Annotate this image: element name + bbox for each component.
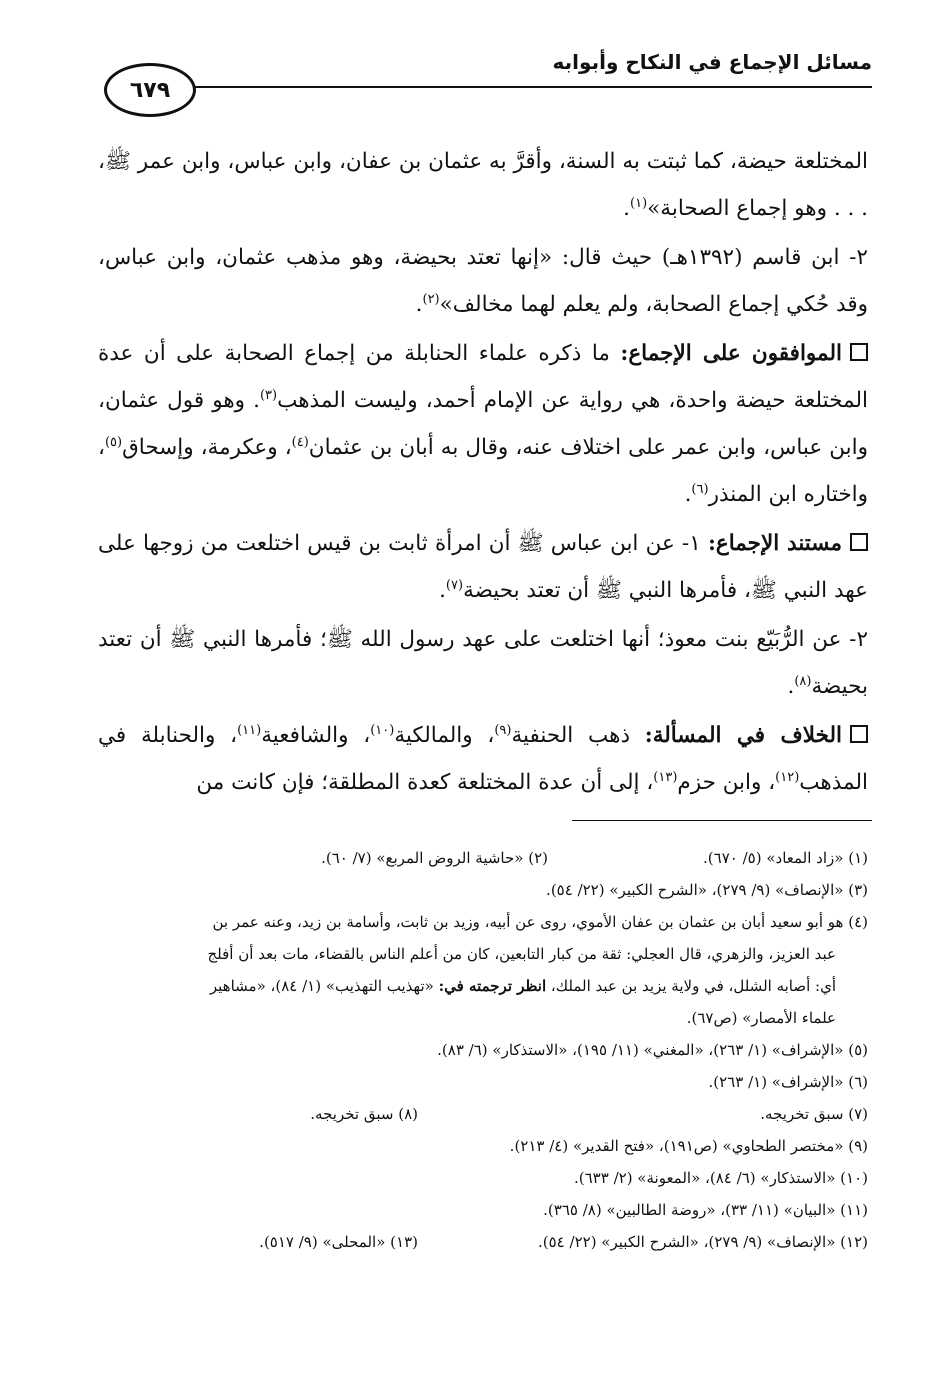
paragraph-basis: مستند الإجماع: ١- عن ابن عباس ﷺ أن امرأة ثابت بن قيس اختلعت من زوجها على عهد النبي ﷺ، فأمرها النبي ﷺ أن تعتد بحيضة$^{(٧)}$. [98,531,868,603]
footnote-ref[interactable]: (١٢) [775,769,800,785]
page-number: ٦٧٩ [104,63,196,117]
footnote-12: (١٢) «الإنصاف» (٩/ ٢٧٩)، «الشرح الكبير» (٢٢/ ٥٤). [537,1233,868,1251]
square-bullet-icon [850,533,868,551]
section-heading: مستند الإجماع: [707,531,842,556]
square-bullet-icon [850,725,868,743]
footnote-10: (١٠) «الاستذكار» (٦/ ٨٤)، «المعونة» (٢/ ٦٣٣). [574,1169,868,1187]
paragraph-basis-2: ٢- عن الرُّبَيّع بنت معوذ؛ أنها اختلعت على عهد رسول الله ﷺ؛ فأمرها النبي ﷺ أن تعتد بحيضة$^{(٨)}$. [98,627,868,699]
footnotes [96,842,868,1258]
footnote-8: (٨) سبق تخريجه. [310,1105,418,1123]
footnote-ref[interactable]: (٣) [259,387,278,403]
footnote-ref[interactable]: (٦) [691,481,709,497]
paragraph-1: المختلعة حيضة، كما ثبتت به السنة، وأقرَّ به عثمان بن عفان، وابن عباس، وابن عمر ﷺ، . . . وهو إجماع الصحابة»$^{(١)}$. [98,149,868,221]
footnote-9: (٩) «مختصر الطحاوي» (ص١٩١)، «فتح القدير» (٤/ ٢١٣). [509,1137,868,1155]
footnote-ref[interactable]: (١) [630,195,648,211]
header-rule [186,86,872,88]
footnote-4: (٤) هو أبو سعيد أبان بن عثمان بن عفان الأموي، روى عن أبيه، وزيد بن ثابت، وأسامة بن زيد، وعنه عمر بن عبد العزيز، والزهري، قال العجلي: ثقة من كبار التابعين، كان من أعلم الناس بالقضاء، مات بعد أن أفلج أي: أصابه الشلل، في ولاية يزيد بن عبد الملك، انظر ترجمته في: «تهذيب التهذيب» (١/ ٨٤)، «مشاهير علماء الأمصار» (ص٦٧). [207,913,868,1027]
square-bullet-icon [850,343,868,361]
footnote-5: (٥) «الإشراف» (١/ ٢٦٣)، «المغني» (١١/ ١٩٥)، «الاستذكار» (٦/ ٨٣). [437,1041,868,1059]
footnote-11: (١١) «البيان» (١١/ ٣٣)، «روضة الطالبين» (٨/ ٣٦٥). [543,1201,868,1219]
footnote-13: (١٣) «المحلى» (٩/ ٥١٧). [259,1233,418,1251]
footnote-6: (٦) «الإشراف» (١/ ٢٦٣). [708,1073,868,1091]
footnote-ref[interactable]: (١١) [237,722,262,738]
footnote-2: (٢) «حاشية الروض المربع» (٧/ ٦٠). [321,849,548,867]
running-title: مسائل الإجماع في النكاح وأبوابه [552,50,872,74]
footnote-ref[interactable]: (٥) [104,434,123,450]
footnote-ref[interactable]: (٢) [422,291,440,307]
footnote-row [96,1098,868,1130]
footnote-ref[interactable]: (٩) [494,722,512,738]
footnote-separator [572,820,872,821]
footnote-7: (٧) سبق تخريجه. [760,1105,868,1123]
footnote-row [96,1226,868,1258]
page-header [100,38,872,128]
paragraph-agreers: الموافقون على الإجماع: ما ذكره علماء الحنابلة من إجماع الصحابة على أن عدة المختلعة حيضة واحدة، هي رواية عن الإمام أحمد، وليست المذهب$^{(٣)}$. وهو قول عثمان، وابن عباس، وابن عمر على اختلاف عنه، وقال به أبان بن عثمان$^{(٤)}$، وعكرمة، وإسحاق$^{(٥)}$، واختاره ابن المنذر$^{(٦)}$. [98,341,868,507]
footnote-row [96,842,868,874]
footnote-ref[interactable]: (٤) [291,434,309,450]
main-text [98,138,868,808]
footnote-ref[interactable]: (١٣) [653,769,678,785]
footnote-ref[interactable]: (٧) [445,577,464,593]
section-heading: الخلاف في المسألة: [644,723,842,748]
footnote-3: (٣) «الإنصاف» (٩/ ٢٧٩)، «الشرح الكبير» (٢٢/ ٥٤). [546,881,868,899]
footnote-1: (١) «زاد المعاد» (٥/ ٦٧٠). [703,849,868,867]
paragraph-disagreement: الخلاف في المسألة: ذهب الحنفية$^{(٩)}$، والمالكية$^{(١٠)}$، والشافعية$^{(١١)}$، والحنابلة في المذهب$^{(١٢)}$، وابن حزم$^{(١٣)}$، إلى أن عدة المختلعة كعدة المطلقة؛ فإن كانت من [98,722,868,795]
footnote-ref[interactable]: (١٠) [370,722,395,738]
footnote-ref[interactable]: (٨) [794,673,812,689]
section-heading: الموافقون على الإجماع: [620,341,842,366]
paragraph-2: ٢- ابن قاسم (١٣٩٢هـ) حيث قال: «إنها تعتد بحيضة، وهو مذهب عثمان، وابن عباس، وقد حُكي إجماع الصحابة، ولم يعلم لهما مخالف»$^{(٢)}$. [98,245,868,317]
